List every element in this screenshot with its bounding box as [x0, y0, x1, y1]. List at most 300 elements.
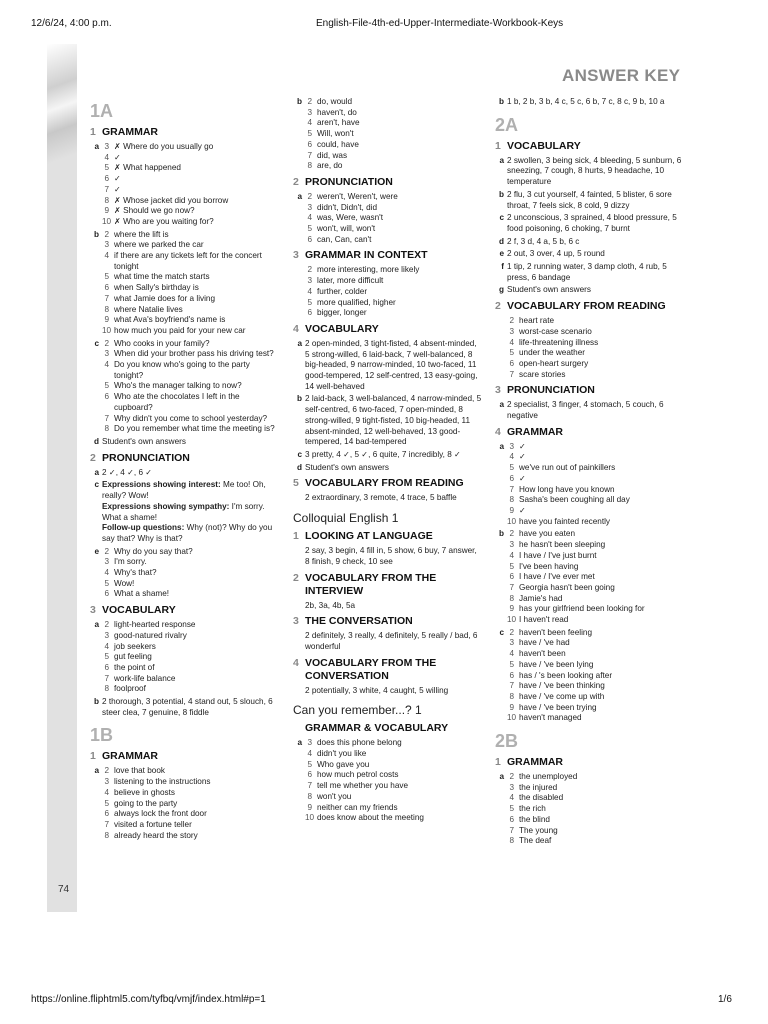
item-text: Jamie's had: [519, 593, 563, 603]
exercise-answer: [495, 285, 685, 296]
item-text: has your girlfriend been looking for: [519, 604, 645, 614]
item-text: visited a fortune teller: [114, 819, 192, 829]
answer-item: [507, 594, 685, 605]
answer-item: [305, 749, 483, 760]
item-number: 10: [102, 325, 112, 335]
answer-item: [102, 206, 280, 217]
section-title: GRAMMAR IN CONTEXT: [305, 249, 428, 262]
item-text: does this phone belong: [317, 738, 402, 748]
section-number: 3: [495, 384, 501, 397]
answer-item: [305, 781, 483, 792]
answer-list: [507, 316, 685, 380]
section-title: VOCABULARY FROM READING: [507, 300, 666, 313]
answer-text: 2 specialist, 3 finger, 4 stomach, 5 couch, 6 negative: [507, 400, 664, 421]
item-text: ✓: [519, 473, 526, 483]
exercise-answers: [495, 442, 685, 528]
answer-item: [305, 265, 483, 276]
item-number: 6: [509, 670, 514, 680]
item-number: 6: [509, 473, 514, 483]
item-text: tell me whether you have: [317, 781, 409, 791]
answer-item: [507, 338, 685, 349]
answer-text: 2 unconscious, 3 sprained, 4 blood pressure, 5 food poisoning, 6 choking, 7 burnt: [507, 213, 677, 233]
expression-text: I'm sorry. What a shame!: [102, 501, 265, 522]
section-heading: [90, 126, 280, 139]
item-number: 3: [307, 738, 312, 748]
item-text: when Sally's birthday is: [114, 283, 199, 293]
exercise-letter: b: [296, 97, 302, 106]
exercise-answers: [90, 620, 280, 695]
item-text: Who's the manager talking to now?: [114, 381, 242, 391]
answer-item: [507, 815, 685, 826]
item-text: have you eaten: [519, 529, 575, 539]
answer-item: [507, 660, 685, 671]
answer-text: Student's own answers: [507, 285, 591, 295]
answer-list: [507, 628, 685, 724]
item-number: 2: [104, 546, 109, 556]
answer-item: [507, 562, 685, 573]
answer-list: [102, 230, 280, 337]
item-number: 2: [307, 191, 312, 201]
exercise-answer: [495, 213, 685, 234]
subsection-heading: Can you remember...? 1: [293, 703, 422, 718]
item-number: 7: [509, 484, 514, 494]
item-number: 4: [104, 360, 109, 370]
item-text: have / 've been trying: [519, 702, 597, 712]
section-title: VOCABULARY: [102, 604, 176, 617]
answer-item: [102, 799, 280, 810]
item-text: listening to the instructions: [114, 777, 211, 787]
answer-item: [507, 703, 685, 714]
item-number: 3: [509, 638, 514, 648]
item-number: 6: [307, 234, 312, 244]
expression-text: Why (not)? Why do you say that? Why is that?: [102, 523, 273, 543]
item-text: could, have: [317, 139, 359, 149]
item-number: 4: [307, 749, 312, 759]
answer-item: [305, 161, 483, 172]
answer-paragraph: 2 potentially, 3 white, 4 caught, 5 willing: [305, 685, 449, 695]
item-text: Do you know who's going to the party tonight?: [114, 360, 250, 380]
answer-item: [102, 557, 280, 568]
item-text: what Ava's boyfriend's name is: [114, 315, 226, 325]
item-number: 3: [104, 777, 109, 787]
item-number: 7: [104, 819, 109, 829]
item-number: 6: [509, 572, 514, 582]
answer-item: [507, 540, 685, 551]
item-number: 4: [509, 452, 514, 462]
item-number: 2: [104, 620, 109, 630]
exercise-answers: [495, 529, 685, 625]
item-text: The young: [519, 825, 558, 835]
answer-text: 2 laid-back, 3 well-balanced, 4 narrow-minded, 5 self-centred, 6 two-faced, 7 open-minded, 8 strong-willed, 9 tight-fisted, 10 big-headed, 11 absent-minded, 12 well-behaved, 13 good-tempered, 14 bad-tempered: [305, 394, 482, 447]
item-text: already heard the story: [114, 830, 198, 840]
item-number: 10: [507, 615, 517, 625]
exercise-letter: b: [498, 189, 504, 199]
item-text: have / 've had: [519, 638, 570, 648]
item-text: I haven't read: [519, 615, 569, 625]
exercise-answer: [495, 156, 685, 188]
item-number: 5: [104, 381, 109, 391]
item-text: where Natalie lives: [114, 304, 183, 314]
answer-item: [102, 663, 280, 674]
answer-item: [102, 620, 280, 631]
item-text: haven't managed: [519, 713, 582, 723]
item-text: ✓: [519, 452, 526, 462]
answer-item: [102, 339, 280, 350]
answer-item: [102, 674, 280, 685]
answer-column-2: [293, 97, 483, 826]
answer-item: [305, 203, 483, 214]
answer-item: [507, 452, 685, 463]
item-number: 2: [104, 338, 109, 348]
item-number: 7: [104, 293, 109, 303]
item-text: do, would: [317, 97, 353, 106]
section-heading: [293, 657, 483, 683]
item-number: 5: [509, 463, 514, 473]
answer-item: [102, 414, 280, 425]
answer-list: [305, 265, 483, 319]
section-number: 1: [90, 126, 96, 138]
item-text: further, colder: [317, 286, 368, 296]
item-text: ✗ Whose jacket did you borrow: [114, 195, 229, 205]
item-text: light-hearted response: [114, 620, 196, 630]
item-number: 3: [307, 107, 312, 117]
section-number: 5: [293, 477, 299, 490]
answer-item: [102, 766, 280, 777]
answer-text: 3 pretty, 4 ✓, 5 ✓, 6 quite, 7 incredibly, 8 ✓: [305, 449, 461, 459]
item-text: didn't, Didn't, did: [317, 202, 378, 212]
exercise-answers: [90, 766, 280, 841]
item-number: 2: [509, 529, 514, 539]
item-text: later, more difficult: [317, 276, 384, 286]
answer-item: [102, 349, 280, 360]
item-text: love that book: [114, 766, 165, 776]
page-url[interactable]: https://online.fliphtml5.com/tyfbq/vmjf/index.html#p=1: [31, 994, 266, 1005]
item-number: 8: [104, 684, 109, 694]
exercise-letter: b: [498, 97, 504, 106]
item-text: How long have you known: [519, 484, 615, 494]
answer-item: [507, 370, 685, 381]
answer-key-heading: ANSWER KEY: [562, 66, 681, 85]
item-number: 2: [509, 316, 514, 326]
section-title: THE CONVERSATION: [305, 615, 413, 628]
item-number: 4: [104, 251, 109, 261]
exercise-letter: d: [296, 462, 302, 472]
item-number: 6: [104, 589, 109, 599]
item-number: 5: [104, 652, 109, 662]
section-title: GRAMMAR: [507, 756, 563, 769]
answer-item: [102, 579, 280, 590]
exercise-answers: [90, 339, 280, 435]
exercise-answer: [293, 463, 483, 474]
answer-item: [507, 681, 685, 692]
exercise-answer: [293, 394, 483, 448]
answer-paragraph: 2 extraordinary, 3 remote, 4 trace, 5 baffle: [305, 493, 457, 503]
exercise-letter: b: [93, 697, 99, 707]
item-text: more qualified, higher: [317, 297, 396, 307]
item-number: 6: [509, 358, 514, 368]
item-number: 5: [104, 578, 109, 588]
answer-paragraph: 2 say, 3 begin, 4 fill in, 5 show, 6 buy, 7 answer, 8 finish, 9 check, 10 see: [305, 546, 477, 566]
unit-heading: 1B: [90, 725, 114, 746]
answer-text: 1 tip, 2 running water, 3 damp cloth, 4 rub, 5 press, 6 bandage: [507, 262, 667, 282]
exercise-letter: g: [498, 285, 504, 295]
item-text: open-heart surgery: [519, 358, 589, 368]
answer-text: 2 ✓, 4 ✓, 6 ✓: [102, 467, 153, 477]
answer-item: [305, 770, 483, 781]
section-number: 2: [293, 571, 299, 584]
item-text: the point of: [114, 662, 155, 672]
exercise-letter: a: [297, 191, 302, 201]
section-title: GRAMMAR: [507, 425, 563, 438]
item-number: 7: [509, 681, 514, 691]
answer-item: [102, 142, 280, 153]
item-text: going to the party: [114, 798, 178, 808]
item-text: Why didn't you come to school yesterday?: [114, 413, 268, 423]
section-heading: [90, 452, 280, 465]
answer-text: Student's own answers: [305, 462, 389, 472]
item-text: neither can my friends: [317, 802, 398, 812]
expression-group: [102, 523, 280, 544]
item-text: have you fainted recently: [519, 516, 611, 526]
answer-item: [507, 463, 685, 474]
answer-list: [305, 738, 483, 824]
item-text: under the weather: [519, 348, 585, 358]
answer-item: [102, 589, 280, 600]
item-text: haven't, do: [317, 107, 357, 117]
item-text: Why do you say that?: [114, 546, 193, 556]
exercise-answer: [495, 262, 685, 283]
answer-list: [102, 547, 280, 601]
answer-item: [305, 151, 483, 162]
item-number: 5: [307, 759, 312, 769]
item-number: 2: [104, 766, 109, 776]
item-text: has / 's been looking after: [519, 670, 613, 680]
answer-item: [507, 649, 685, 660]
answer-text: 2 out, 3 over, 4 up, 5 round: [507, 249, 605, 259]
answer-item: [305, 192, 483, 203]
item-number: 6: [307, 139, 312, 149]
item-number: 4: [307, 286, 312, 296]
answer-column-1: [90, 94, 280, 843]
item-number: 3: [509, 782, 514, 792]
item-text: weren't, Weren't, were: [317, 191, 398, 201]
exercise-answers: [90, 142, 280, 228]
item-number: 5: [307, 297, 312, 307]
item-number: 9: [104, 315, 109, 325]
exercise-answer: [293, 450, 483, 461]
item-number: 10: [507, 713, 517, 723]
answer-item: [305, 792, 483, 803]
section-heading: [293, 323, 483, 336]
item-number: 5: [104, 272, 109, 282]
exercise-letter: [293, 265, 305, 319]
exercise-answer: [90, 697, 280, 718]
answer-item: [305, 224, 483, 235]
answer-text: 2 f, 3 d, 4 a, 5 b, 6 c: [507, 236, 580, 246]
answer-item: [507, 793, 685, 804]
item-number: 2: [509, 772, 514, 782]
item-text: Will, won't: [317, 129, 354, 139]
sidebar-sunburst-decoration: [47, 44, 77, 184]
exercise-letter: e: [94, 546, 99, 556]
item-number: 5: [104, 798, 109, 808]
item-text: What a shame!: [114, 589, 170, 599]
exercise-answers: [495, 772, 685, 847]
exercise-answers: [495, 316, 685, 380]
answer-text: 2 thorough, 3 potential, 4 stand out, 5 slouch, 6 steer clea, 7 genuine, 8 fiddle: [102, 697, 273, 717]
answer-item: [507, 572, 685, 583]
section-title: VOCABULARY FROM READING: [305, 477, 464, 490]
answer-item: [507, 348, 685, 359]
section-heading: [293, 572, 483, 598]
item-number: 3: [104, 557, 109, 567]
item-text: where we parked the car: [114, 240, 204, 250]
section-number: 2: [293, 175, 299, 188]
exercise-answer: [495, 237, 685, 248]
section-number: 3: [90, 604, 96, 617]
unit-heading: 2B: [495, 731, 519, 752]
answer-item: [102, 360, 280, 381]
exercise-answer: [495, 400, 685, 421]
exercise-answer: [90, 437, 280, 448]
section-number: 2: [495, 300, 501, 313]
section-title: PRONUNCIATION: [102, 451, 190, 464]
answer-list: [507, 529, 685, 625]
section-heading: [293, 530, 483, 543]
section-heading: [293, 249, 483, 262]
answer-item: [305, 213, 483, 224]
answer-list: [305, 97, 483, 172]
item-text: Sasha's been coughing all day: [519, 495, 630, 505]
answer-item: [305, 129, 483, 140]
answer-item: [305, 308, 483, 319]
section-number: 4: [293, 322, 299, 335]
section-heading: [495, 300, 685, 313]
item-text: ✓: [519, 441, 526, 451]
page-count: 1/6: [718, 994, 732, 1005]
answer-item: [507, 316, 685, 327]
item-text: haven't been feeling: [519, 627, 593, 637]
item-text: the blind: [519, 814, 550, 824]
answer-item: [507, 692, 685, 703]
item-text: can, Can, can't: [317, 234, 372, 244]
exercise-answers: [293, 738, 483, 824]
answer-item: [305, 235, 483, 246]
item-number: 8: [509, 691, 514, 701]
page-sidebar-strip: [47, 44, 77, 912]
exercise-answers: [293, 265, 483, 319]
item-number: 2: [307, 265, 312, 275]
answer-list: [102, 620, 280, 695]
answer-item: [102, 251, 280, 272]
item-text: how much you paid for your new car: [114, 325, 246, 335]
answer-text: Student's own answers: [102, 436, 186, 446]
item-text: he hasn't been sleeping: [519, 540, 606, 550]
item-text: are, do: [317, 161, 343, 171]
item-text: won't, will, won't: [317, 224, 376, 234]
subsection-heading: Colloquial English 1: [293, 511, 399, 526]
item-number: 6: [104, 283, 109, 293]
section-number: [293, 722, 305, 735]
item-text: was, Were, wasn't: [317, 213, 384, 223]
item-text: Georgia hasn't been going: [519, 582, 615, 592]
section-heading: [293, 615, 483, 628]
answer-item: [507, 826, 685, 837]
answer-item: [102, 684, 280, 695]
item-number: 7: [104, 673, 109, 683]
answer-item: [102, 283, 280, 294]
item-number: 3: [104, 240, 109, 250]
section-number: 1: [495, 756, 501, 769]
answer-item: [102, 294, 280, 305]
answer-item: [507, 442, 685, 453]
exercise-answer: [495, 249, 685, 260]
item-text: the rich: [519, 804, 546, 814]
item-number: 6: [104, 809, 109, 819]
item-number: 4: [307, 118, 312, 128]
answer-item: [305, 276, 483, 287]
section-heading: [90, 604, 280, 617]
item-number: 4: [104, 641, 109, 651]
item-number: 8: [509, 836, 514, 846]
page-number: 74: [58, 884, 70, 895]
answer-item: [102, 217, 280, 228]
item-text: more interesting, more likely: [317, 265, 420, 275]
item-number: 4: [509, 550, 514, 560]
item-text: ✗ Where do you usually go: [114, 142, 214, 151]
exercise-answer: [90, 468, 280, 479]
item-text: bigger, longer: [317, 308, 367, 318]
section-title: VOCABULARY: [507, 139, 581, 152]
item-number: 5: [509, 659, 514, 669]
item-number: 4: [104, 568, 109, 578]
section-number: 1: [90, 750, 96, 763]
item-number: 6: [307, 770, 312, 780]
section-title: GRAMMAR & VOCABULARY: [305, 722, 449, 735]
item-number: 3: [509, 441, 514, 451]
exercise-answer: [495, 190, 685, 211]
item-text: Why's that?: [114, 568, 157, 578]
answer-item: [305, 287, 483, 298]
answer-item: [507, 638, 685, 649]
item-number: 9: [509, 505, 514, 515]
item-number: 5: [104, 163, 109, 173]
exercise-letter: a: [499, 772, 504, 782]
item-number: 4: [509, 649, 514, 659]
answer-item: [102, 272, 280, 283]
item-text: ✓: [114, 152, 121, 162]
answer-item: [102, 631, 280, 642]
item-number: 3: [104, 142, 109, 151]
item-text: The deaf: [519, 836, 552, 846]
answer-item: [102, 174, 280, 185]
item-text: Wow!: [114, 578, 135, 588]
answer-item: [507, 628, 685, 639]
item-number: 8: [509, 593, 514, 603]
expression-text: Me too! Oh, really? Wow!: [102, 480, 266, 501]
document-title: English-File-4th-ed-Upper-Intermediate-Workbook-Keys: [316, 18, 564, 29]
item-number: 9: [509, 604, 514, 614]
unit-heading: 2A: [495, 114, 519, 135]
item-number: 6: [307, 308, 312, 318]
item-number: 3: [104, 630, 109, 640]
item-number: 8: [509, 495, 514, 505]
answer-text: 1 b, 2 b, 3 b, 4 c, 5 c, 6 b, 7 c, 8 c, 9 b, 10 a: [507, 97, 665, 106]
exercise-answers: [90, 547, 280, 601]
item-number: 6: [104, 174, 109, 184]
item-text: Who ate the chocolates I left in the cupboard?: [114, 392, 240, 412]
item-number: 3: [509, 326, 514, 336]
